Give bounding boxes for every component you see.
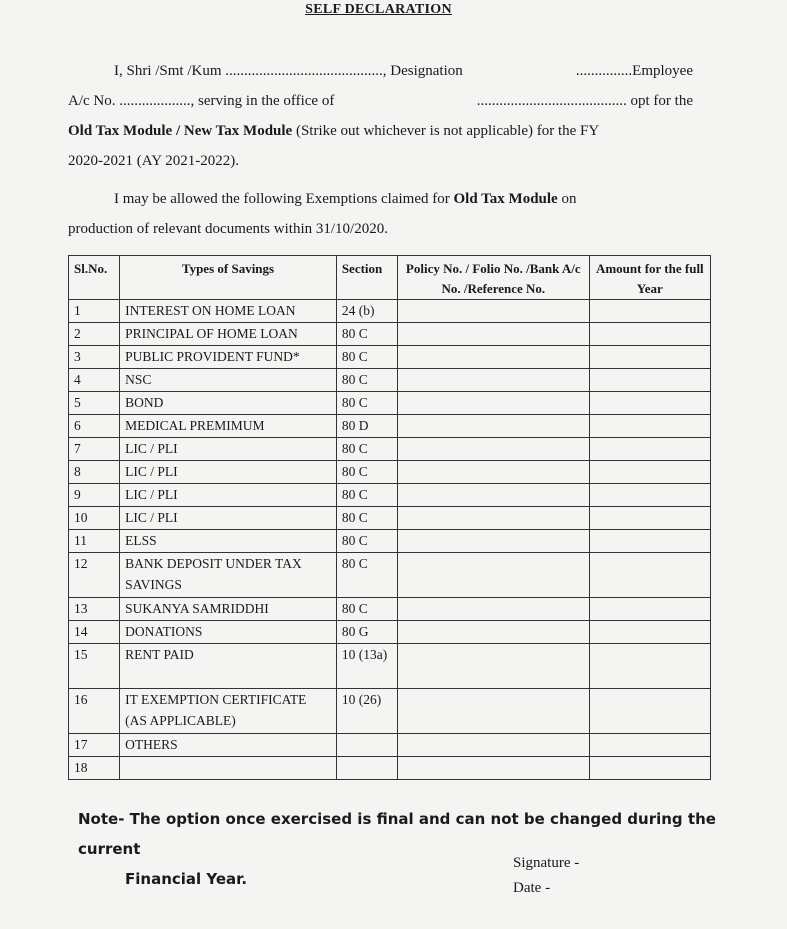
row-policy-cell — [398, 369, 590, 392]
row-type: LIC / PLI — [120, 507, 337, 530]
row-policy-cell — [398, 438, 590, 461]
row-slno: 13 — [69, 598, 120, 621]
row-section: 80 C — [336, 553, 397, 598]
note-line-1: Note- The option once exercised is final and can not be changed during the current — [78, 810, 716, 858]
row-amount-cell — [589, 598, 710, 621]
row-amount-cell — [589, 300, 710, 323]
row-policy-cell — [398, 415, 590, 438]
row-slno: 3 — [69, 346, 120, 369]
header-amount: Amount for the full Year — [589, 256, 710, 300]
row-type: NSC — [120, 369, 337, 392]
row-policy-cell — [398, 644, 590, 689]
office-blank: ........................................ opt for the — [476, 93, 693, 109]
row-policy-cell — [398, 323, 590, 346]
employee-blank: ...............Employee — [575, 63, 693, 79]
row-policy-cell — [398, 507, 590, 530]
table-row — [69, 461, 711, 484]
row-slno: 6 — [69, 415, 120, 438]
row-section: 24 (b) — [336, 300, 397, 323]
row-type: PUBLIC PROVIDENT FUND* — [120, 346, 337, 369]
row-type: BANK DEPOSIT UNDER TAX SAVINGS — [120, 553, 337, 598]
row-section: 80 C — [336, 484, 397, 507]
header-section: Section — [336, 256, 397, 300]
declaration-line-1 — [68, 56, 693, 86]
row-section: 80 C — [336, 598, 397, 621]
row-type: MEDICAL PREMIMUM — [120, 415, 337, 438]
row-policy-cell — [398, 621, 590, 644]
row-slno: 15 — [69, 644, 120, 689]
row-slno: 2 — [69, 323, 120, 346]
row-section — [336, 734, 397, 757]
row-slno: 4 — [69, 369, 120, 392]
table-row — [69, 484, 711, 507]
old-tax-module-label: Old Tax Module — [453, 191, 558, 207]
table-row — [69, 553, 711, 598]
table-row — [69, 323, 711, 346]
row-amount-cell — [589, 621, 710, 644]
row-section: 80 C — [336, 461, 397, 484]
row-amount-cell — [589, 689, 710, 734]
row-type: LIC / PLI — [120, 461, 337, 484]
row-section: 80 D — [336, 415, 397, 438]
row-type: IT EXEMPTION CERTIFICATE (AS APPLICABLE) — [120, 689, 337, 734]
row-type: LIC / PLI — [120, 438, 337, 461]
row-slno: 8 — [69, 461, 120, 484]
table-row — [69, 300, 711, 323]
table-row — [69, 346, 711, 369]
row-amount-cell — [589, 346, 710, 369]
row-slno: 12 — [69, 553, 120, 598]
row-type — [120, 757, 337, 780]
account-office-blank: A/c No. ..................., serving in the office of — [68, 93, 335, 109]
row-policy-cell — [398, 300, 590, 323]
header-type: Types of Savings — [120, 256, 337, 300]
declaration-line-3 — [68, 116, 693, 146]
row-amount-cell — [589, 507, 710, 530]
row-policy-cell — [398, 757, 590, 780]
exemption-paragraph — [68, 184, 693, 244]
document-title: SELF DECLARATION — [305, 2, 452, 17]
row-amount-cell — [589, 644, 710, 689]
row-type: RENT PAID — [120, 644, 337, 689]
declaration-line-2 — [68, 86, 693, 116]
row-type: BOND — [120, 392, 337, 415]
row-amount-cell — [589, 553, 710, 598]
tax-module-options: Old Tax Module / New Tax Module — [68, 123, 293, 139]
row-amount-cell — [589, 484, 710, 507]
row-slno: 9 — [69, 484, 120, 507]
row-section: 10 (26) — [336, 689, 397, 734]
row-slno: 7 — [69, 438, 120, 461]
table-row — [69, 530, 711, 553]
row-section: 80 C — [336, 323, 397, 346]
row-amount-cell — [589, 415, 710, 438]
row-type: LIC / PLI — [120, 484, 337, 507]
financial-year: 2020-2021 (AY 2021-2022). — [68, 153, 239, 169]
table-row — [69, 644, 711, 689]
table-row — [69, 392, 711, 415]
row-slno: 5 — [69, 392, 120, 415]
row-amount-cell — [589, 392, 710, 415]
table-row — [69, 415, 711, 438]
row-amount-cell — [589, 369, 710, 392]
row-slno: 1 — [69, 300, 120, 323]
row-amount-cell — [589, 438, 710, 461]
row-policy-cell — [398, 734, 590, 757]
row-section: 80 C — [336, 392, 397, 415]
table-row — [69, 621, 711, 644]
table-row — [69, 757, 711, 780]
row-section: 80 C — [336, 346, 397, 369]
exemption-text: I may be allowed the following Exemptions claimed for — [114, 191, 454, 207]
row-section: 80 C — [336, 507, 397, 530]
date-label: Date - — [513, 880, 551, 896]
row-policy-cell — [398, 598, 590, 621]
row-section: 80 C — [336, 530, 397, 553]
table-header-row — [69, 256, 711, 300]
row-slno: 17 — [69, 734, 120, 757]
signature-label: Signature - — [513, 855, 580, 871]
table-row — [69, 734, 711, 757]
declaration-paragraph — [68, 56, 693, 176]
row-policy-cell — [398, 392, 590, 415]
savings-table — [68, 255, 711, 780]
header-policy: Policy No. / Folio No. /Bank A/c No. /Reference No. — [398, 256, 590, 300]
row-amount-cell — [589, 323, 710, 346]
table-row — [69, 507, 711, 530]
row-policy-cell — [398, 553, 590, 598]
strike-instruction: (Strike out whichever is not applicable) for the FY — [292, 123, 600, 139]
table-row — [69, 369, 711, 392]
row-type: INTEREST ON HOME LOAN — [120, 300, 337, 323]
row-type: SUKANYA SAMRIDDHI — [120, 598, 337, 621]
row-policy-cell — [398, 689, 590, 734]
row-type: PRINCIPAL OF HOME LOAN — [120, 323, 337, 346]
row-slno: 14 — [69, 621, 120, 644]
row-section — [336, 757, 397, 780]
row-policy-cell — [398, 461, 590, 484]
row-type: ELSS — [120, 530, 337, 553]
exemption-line-2: production of relevant documents within 31/10/2020. — [68, 221, 388, 237]
row-section: 80 C — [336, 438, 397, 461]
row-section: 80 G — [336, 621, 397, 644]
row-section: 10 (13a) — [336, 644, 397, 689]
row-slno: 16 — [69, 689, 120, 734]
row-slno: 18 — [69, 757, 120, 780]
row-slno: 10 — [69, 507, 120, 530]
row-amount-cell — [589, 530, 710, 553]
row-policy-cell — [398, 530, 590, 553]
row-type: OTHERS — [120, 734, 337, 757]
row-amount-cell — [589, 734, 710, 757]
row-slno: 11 — [69, 530, 120, 553]
row-policy-cell — [398, 484, 590, 507]
table-row — [69, 689, 711, 734]
exemption-line-1 — [68, 184, 693, 214]
note — [78, 804, 738, 894]
name-designation-blank: I, Shri /Smt /Kum .........................................., Designation — [114, 63, 463, 79]
table-row — [69, 438, 711, 461]
header-slno: Sl.No. — [69, 256, 120, 300]
table-row — [69, 598, 711, 621]
row-type: DONATIONS — [120, 621, 337, 644]
row-section: 80 C — [336, 369, 397, 392]
row-amount-cell — [589, 757, 710, 780]
row-amount-cell — [589, 461, 710, 484]
note-line-2: Financial Year. — [125, 870, 248, 888]
exemption-text-end: on — [557, 191, 577, 207]
row-policy-cell — [398, 346, 590, 369]
